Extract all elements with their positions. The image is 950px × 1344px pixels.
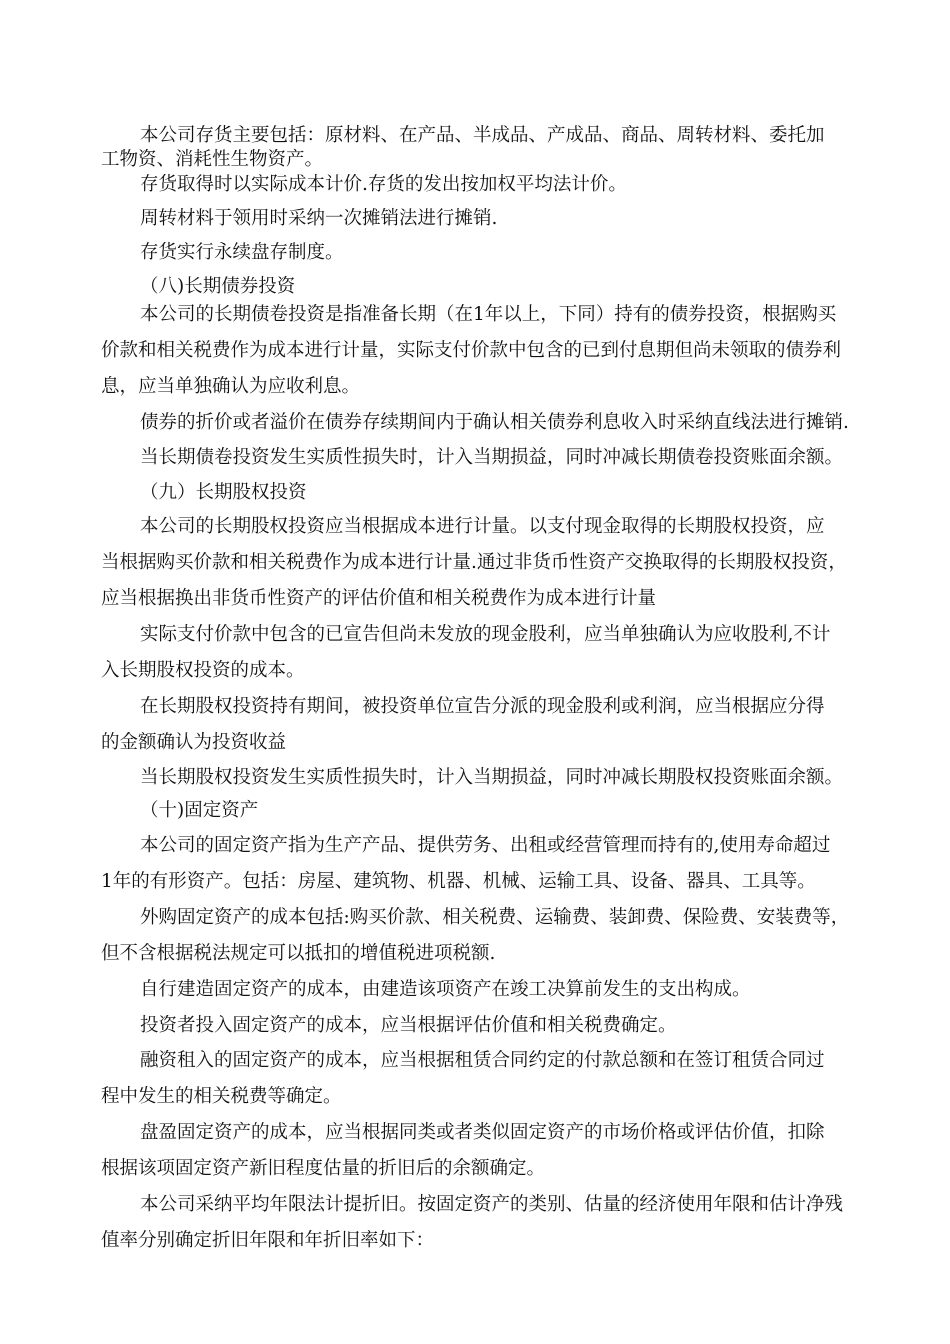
text-line: 融资租入的固定资产的成本，应当根据租赁合同约定的付款总额和在签订租赁合同过 (140, 1050, 825, 1071)
text-line: 价款和相关税费作为成本进行计量，实际支付价款中包含的已到付息期但尚未领取的债券利 (101, 340, 842, 361)
text-line: 本公司采纳平均年限法计提折旧。按固定资产的类别、估量的经济使用年限和估计净残 (140, 1194, 844, 1215)
text-line: 根据该项固定资产新旧程度估量的折旧后的余额确定。 (101, 1158, 546, 1179)
text-line: 本公司的长期债卷投资是指准备长期（在1年以上，下同）持有的债券投资，根据购买 (140, 304, 837, 325)
section-heading-9: （九）长期股权投资 (140, 482, 307, 503)
text-line: 应当根据换出非货币性资产的评估价值和相关税费作为成本进行计量 (101, 588, 657, 609)
text-line: 外购固定资产的成本包括:购买价款、相关税费、运输费、装卸费、保险费、安装费等， (140, 907, 850, 928)
text-line: 盘盈固定资产的成本，应当根据同类或者类似固定资产的市场价格或评估价值，扣除 (140, 1122, 825, 1143)
text-line: 当长期股权投资发生实质性损失时，计入当期损益，同时冲减长期股权投资账面余额。 (140, 767, 844, 788)
text-line: 本公司存货主要包括：原材料、在产品、半成品、产成品、商品、周转材料、委托加 (140, 125, 825, 146)
text-line: 债券的折价或者溢价在债券存续期间内于确认相关债券利息收入时采纳直线法进行摊销. (140, 412, 849, 433)
text-line: 当根据购买价款和相关税费作为成本进行计量.通过非货币性资产交换取得的长期股权投资， (101, 552, 847, 573)
text-line: 工物资、消耗性生物资产。 (101, 149, 324, 170)
text-line: 入长期股权投资的成本。 (101, 660, 305, 681)
text-line: 当长期债卷投资发生实质性损失时，计入当期损益，同时冲减长期债卷投资账面余额。 (140, 447, 844, 468)
text-line: 但不含根据税法规定可以抵扣的增值税进项税额. (101, 943, 496, 964)
text-line: 的金额确认为投资收益 (101, 732, 287, 753)
text-line: 程中发生的相关税费等确定。 (101, 1086, 342, 1107)
section-heading-10: （十)固定资产 (140, 800, 259, 821)
text-line: 本公司的固定资产指为生产产品、提供劳务、出租或经营管理而持有的,使用寿命超过 (140, 835, 831, 856)
text-line: 本公司的长期股权投资应当根据成本进行计量。以支付现金取得的长期股权投资，应 (140, 516, 825, 537)
text-line: 存货实行永续盘存制度。 (140, 242, 344, 263)
text-line: 自行建造固定资产的成本，由建造该项资产在竣工决算前发生的支出构成。 (140, 979, 751, 1000)
text-line: 在长期股权投资持有期间，被投资单位宣告分派的现金股利或利润，应当根据应分得 (140, 696, 825, 717)
text-line: 实际支付价款中包含的已宣告但尚未发放的现金股利，应当单独确认为应收股利,不计 (140, 624, 831, 645)
text-line: 值率分别确定折旧年限和年折旧率如下： (101, 1230, 435, 1251)
text-line: 1年的有形资产。包括：房屋、建筑物、机器、机械、运输工具、设备、器具、工具等。 (101, 871, 816, 892)
section-heading-8: （八)长期债券投资 (140, 276, 296, 297)
text-line: 存货取得时以实际成本计价.存货的发出按加权平均法计价。 (140, 174, 627, 195)
text-line: 周转材料于领用时采纳一次摊销法进行摊销. (140, 208, 498, 229)
text-line: 息，应当单独确认为应收利息。 (101, 376, 361, 397)
text-line: 投资者投入固定资产的成本，应当根据评估价值和相关税费确定。 (140, 1015, 677, 1036)
